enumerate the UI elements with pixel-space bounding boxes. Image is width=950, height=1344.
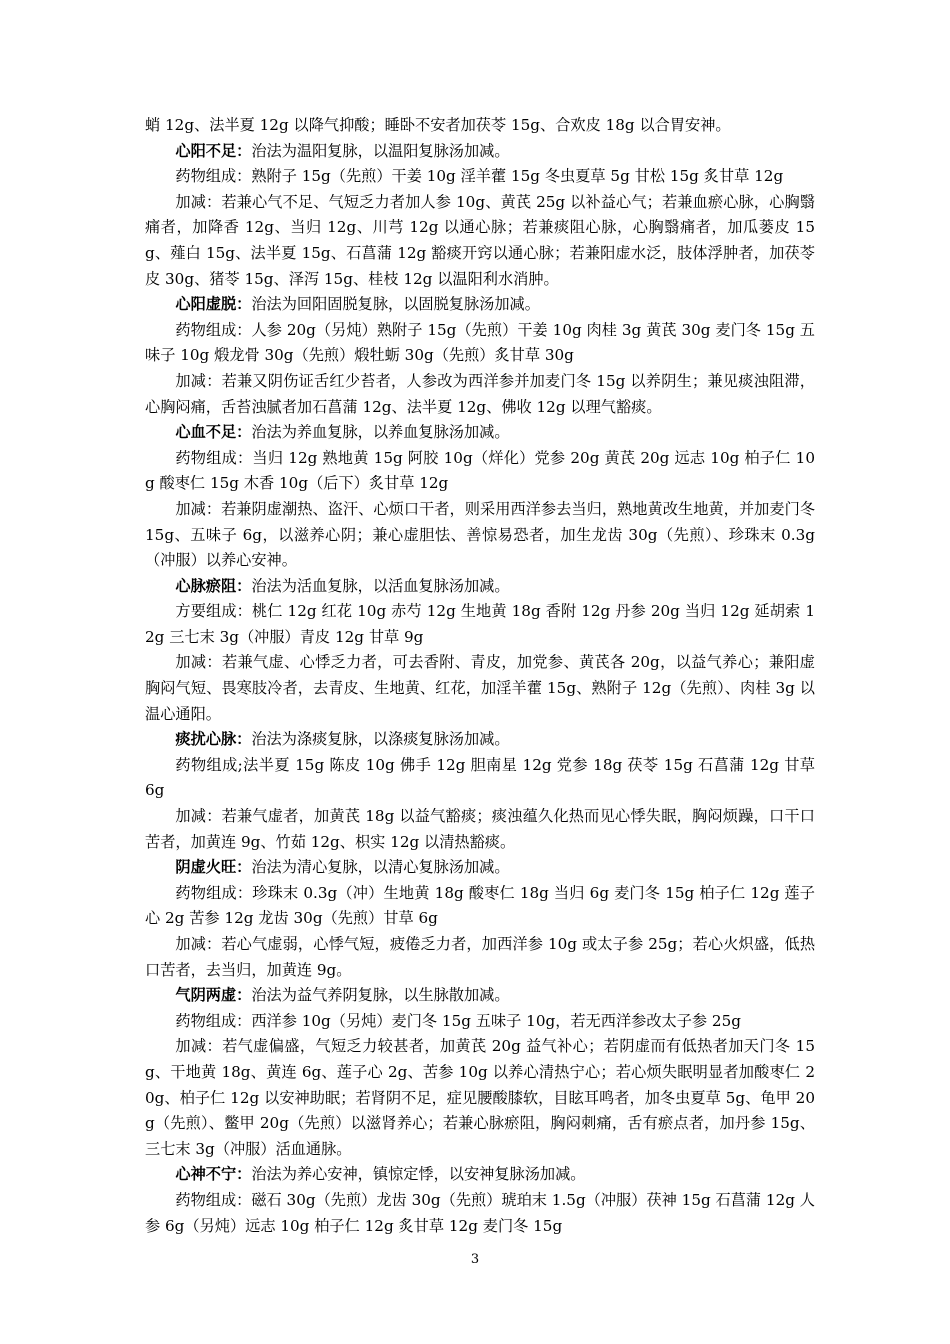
syndrome-label: 阴虚火旺：: [175, 858, 252, 877]
paragraph-text: 治法为清心复脉，以清心复脉汤加减。: [251, 858, 510, 877]
paragraph-text: 加减：若兼又阴伤证舌红少苔者，人参改为西洋参并加麦门冬 15g 以养阴生；兼见痰浊阻滞，心胸闷痛，舌苔浊腻者加石菖蒲 12g、法半夏 12g、佛收 12g 以理气豁痰。: [145, 371, 815, 416]
paragraph-text: 药物组成：熟附子 15g（先煎）干姜 10g 淫羊藿 15g 冬虫夏草 5g 甘松 15g 炙甘草 12g: [175, 167, 784, 186]
paragraph-text: 加减：若兼阴虚潮热、盗汗、心烦口干者，则采用西洋参去当归，熟地黄改生地黄，并加麦门冬 15g、五味子 6g，以滋养心阴；兼心虚胆怯、善惊易恐者，加生龙齿 30g（先煎）、珍珠末 0.3g（冲服）以养心安神。: [145, 499, 815, 570]
body-paragraph: [145, 1188, 815, 1239]
body-paragraph: [145, 1034, 815, 1162]
paragraph-text: 药物组成：人参 20g（另炖）熟附子 15g（先煎）干姜 10g 肉桂 3g 黄芪 30g 麦门冬 15g 五味子 10g 煅龙骨 30g（先煎）煅牡蛎 30g（先煎）炙甘草 30g: [145, 320, 815, 365]
document-body: [145, 113, 815, 1239]
body-paragraph: [145, 753, 815, 804]
paragraph-text: 蛸 12g、法半夏 12g 以降气抑酸；睡卧不安者加茯苓 15g、合欢皮 18g 以合胃安神。: [145, 116, 731, 134]
body-paragraph: [145, 369, 815, 420]
syndrome-label: 心阳不足：: [175, 141, 252, 160]
section-heading-paragraph: [145, 420, 815, 446]
section-heading-paragraph: [145, 727, 815, 753]
paragraph-text: 方要组成：桃仁 12g 红花 10g 赤芍 12g 生地黄 18g 香附 12g 丹参 20g 当归 12g 延胡索 12g 三七末 3g（冲服）青皮 12g 甘草 9g: [145, 602, 815, 646]
syndrome-label: 心血不足：: [175, 423, 252, 442]
section-heading-paragraph: [145, 574, 815, 600]
body-paragraph: [145, 599, 815, 650]
paragraph-text: 治法为养心安神，镇惊定悸，以安神复脉汤加减。: [251, 1165, 586, 1184]
body-paragraph: [145, 804, 815, 855]
body-paragraph: [145, 932, 815, 983]
body-paragraph: [145, 650, 815, 727]
paragraph-text: 药物组成：西洋参 10g（另炖）麦门冬 15g 五味子 10g，若无西洋参改太子参 25g: [175, 1011, 741, 1030]
paragraph-text: 治法为养血复脉，以养血复脉汤加减。: [251, 423, 510, 442]
body-paragraph: [145, 1009, 815, 1035]
paragraph-text: 加减：若兼气虚者，加黄芪 18g 以益气豁痰；痰浊蕴久化热而见心悸失眠，胸闷烦躁，口干口苦者，加黄连 9g、竹茹 12g、枳实 12g 以清热豁痰。: [145, 807, 815, 851]
section-heading-paragraph: [145, 983, 815, 1009]
section-heading-paragraph: [145, 139, 815, 165]
section-heading-paragraph: [145, 855, 815, 881]
body-paragraph: [145, 881, 815, 932]
syndrome-label: 痰扰心脉：: [175, 730, 252, 749]
paragraph-text: 药物组成：当归 12g 熟地黄 15g 阿胶 10g（烊化）党参 20g 黄芪 20g 远志 10g 柏子仁 10g 酸枣仁 15g 木香 10g（后下）炙甘草 12g: [145, 448, 815, 493]
paragraph-text: 治法为涤痰复脉，以涤痰复脉汤加减。: [251, 730, 510, 749]
paragraph-text: 加减：若气虚偏盛，气短乏力较甚者，加黄芪 20g 益气补心；若阴虚而有低热者加天门冬 15g、干地黄 18g、黄连 6g、莲子心 2g、苦参 10g 以养心清热宁心；若心烦失眠明显者加酸枣仁 20g、柏子仁 12g 以安神助眠；若肾阴不足，症见腰酸膝软，目眩耳鸣者，加冬虫夏草 5g、龟甲 20g（先煎）、鳖甲 20g（先煎）以滋肾养心；若兼心脉瘀阻，胸闷刺痛，舌有瘀点者，加丹参 15g、三七末 3g（冲服）活血通脉。: [145, 1037, 815, 1158]
paragraph-text: 加减：若兼心气不足、气短乏力者加人参 10g、黄芪 25g 以补益心气；若兼血瘀心脉，心胸翳痛者，加降香 12g、当归 12g、川芎 12g 以通心脉；若兼痰阻心脉，心胸翳痛者，加瓜蒌皮 15g、薤白 15g、法半夏 15g、石菖蒲 12g 豁痰开窍以通心脉；若兼阳虚水泛，肢体浮肿者，加茯苓皮 30g、猪苓 15g、泽泻 15g、桂枝 12g 以温阳利水消肿。: [145, 192, 815, 288]
body-paragraph: [145, 497, 815, 574]
paragraph-text: 治法为活血复脉，以活血复脉汤加减。: [251, 576, 510, 595]
syndrome-label: 气阴两虚：: [175, 986, 252, 1005]
paragraph-text: 治法为温阳复脉，以温阳复脉汤加减。: [251, 141, 510, 160]
body-paragraph: [145, 164, 815, 190]
paragraph-text: 加减：若心气虚弱，心悸气短，疲倦乏力者，加西洋参 10g 或太子参 25g；若心火炽盛，低热口苦者，去当归，加黄连 9g。: [145, 935, 815, 979]
paragraph-text: 加减：若兼气虚、心悸乏力者，可去香附、青皮，加党参、黄芪各 20g，以益气养心；兼阳虚胸闷气短、畏寒肢冷者，去青皮、生地黄、红花，加淫羊藿 15g、熟附子 12g（先煎）、肉桂 3g 以温心通阳。: [145, 653, 815, 723]
paragraph-text: 治法为益气养阴复脉，以生脉散加减。: [251, 986, 510, 1005]
body-paragraph: [145, 113, 815, 139]
paragraph-text: 药物组成：磁石 30g（先煎）龙齿 30g（先煎）琥珀末 1.5g（冲服）茯神 15g 石菖蒲 12g 人参 6g（另炖）远志 10g 柏子仁 12g 炙甘草 12g 麦门冬 15g: [145, 1190, 815, 1235]
syndrome-label: 心阳虚脱：: [175, 295, 252, 314]
body-paragraph: [145, 190, 815, 292]
section-heading-paragraph: [145, 1162, 815, 1188]
syndrome-label: 心神不宁：: [175, 1165, 252, 1184]
paragraph-text: 药物组成：珍珠末 0.3g（冲）生地黄 18g 酸枣仁 18g 当归 6g 麦门冬 15g 柏子仁 12g 莲子心 2g 苦参 12g 龙齿 30g（先煎）甘草 6g: [145, 883, 815, 928]
syndrome-label: 心脉瘀阻：: [175, 576, 252, 595]
body-paragraph: [145, 446, 815, 497]
paragraph-text: 药物组成;法半夏 15g 陈皮 10g 佛手 12g 胆南星 12g 党参 18g 茯苓 15g 石菖蒲 12g 甘草 6g: [145, 755, 815, 800]
page-number: 3: [470, 1252, 480, 1267]
section-heading-paragraph: [145, 292, 815, 318]
body-paragraph: [145, 318, 815, 369]
paragraph-text: 治法为回阳固脱复脉，以固脱复脉汤加减。: [251, 295, 540, 314]
